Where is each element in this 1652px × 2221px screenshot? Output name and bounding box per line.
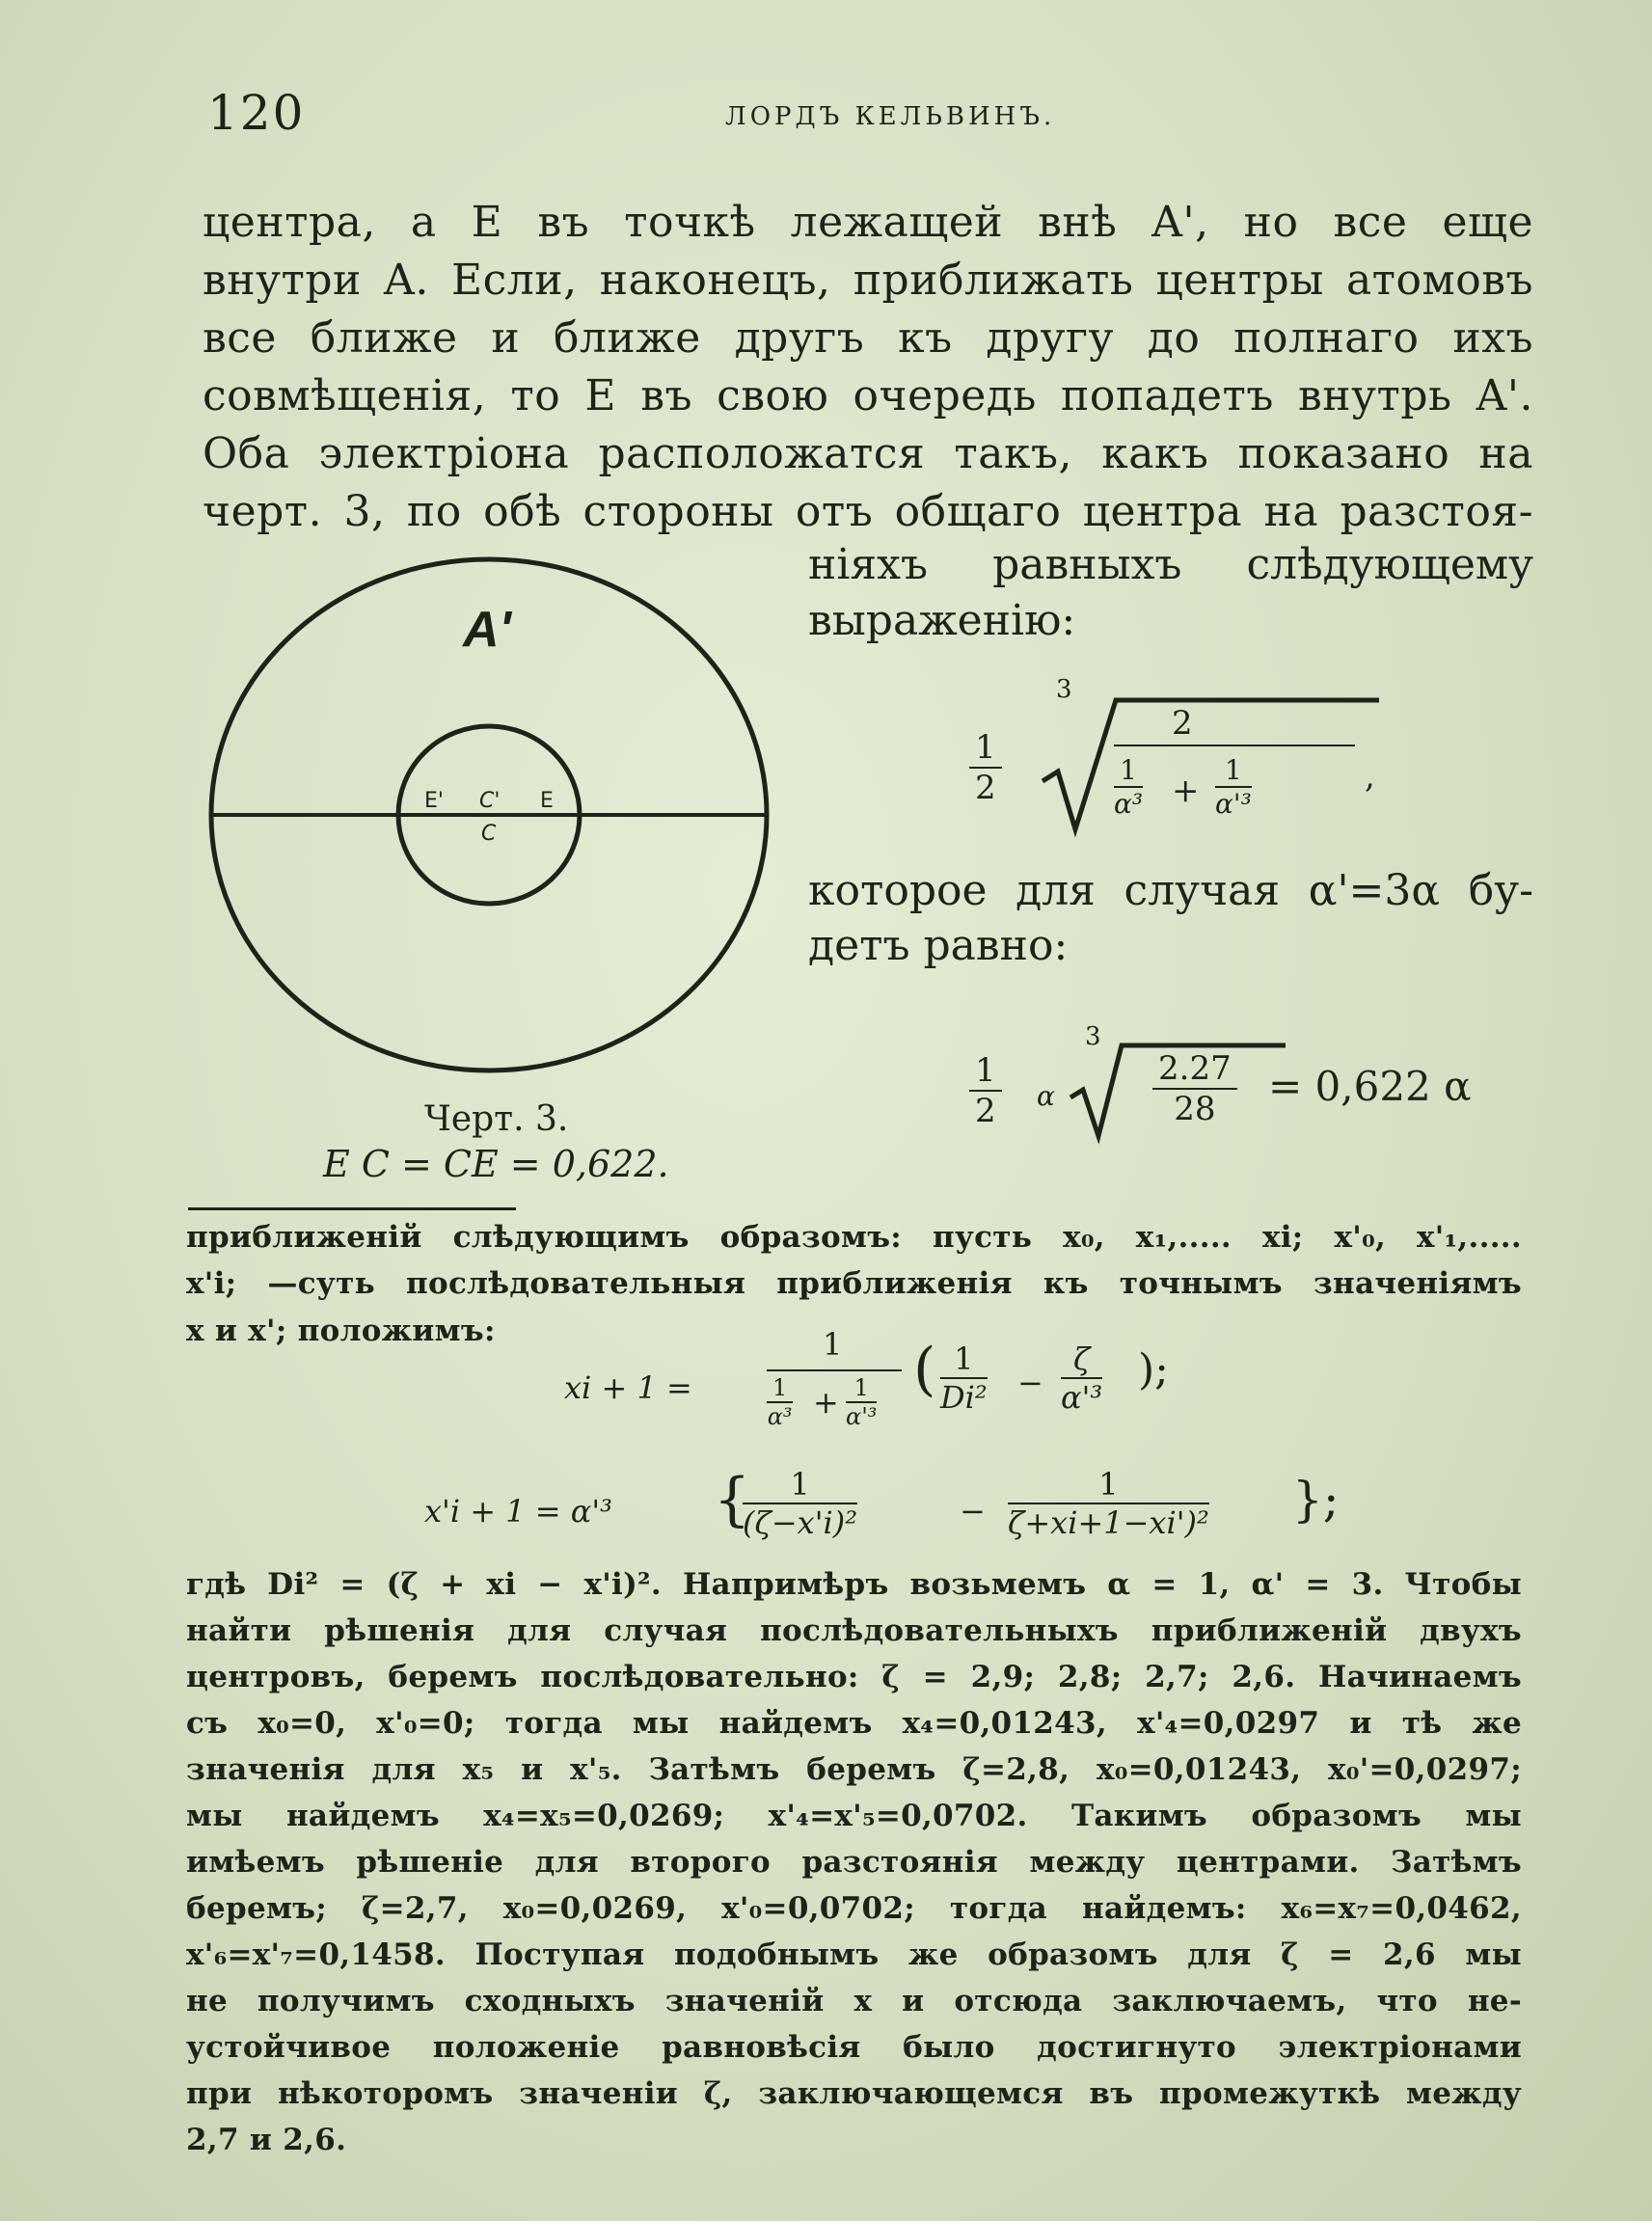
ff1-z-den: α'³ bbox=[1061, 1379, 1103, 1416]
body-line: все ближе и ближе другъ къ другу до полнаго ихъ bbox=[203, 313, 1533, 363]
fraction-bar bbox=[1114, 745, 1355, 746]
ff1-tail: ); bbox=[1138, 1345, 1169, 1395]
ff1-t1-den: α³ bbox=[767, 1403, 793, 1430]
footnote-line: гдѣ Di² = (ζ + xi − x'i)². Напримѣръ возьмемъ α = 1, α' = 3. Чтобы bbox=[186, 1567, 1522, 1602]
label-e: E bbox=[540, 789, 554, 813]
formula-num: 1 bbox=[969, 728, 1002, 769]
label-c: C bbox=[481, 822, 497, 846]
figure-caption: Черт. 3. bbox=[424, 1099, 569, 1139]
radical-sign-icon bbox=[1037, 694, 1384, 839]
footnote-line: мы найдемъ x₄=x₅=0,0269; x'₄=x'₅=0,0702. Такимъ образомъ мы bbox=[186, 1799, 1522, 1833]
plus-sign: + bbox=[1172, 772, 1200, 810]
label-e-prime: E' bbox=[424, 789, 444, 813]
formula-result bbox=[969, 1022, 1509, 1138]
footnote-line: съ x₀=0, x'₀=0; тогда мы найдемъ x₄=0,01243, x'₄=0,0297 и тѣ же bbox=[186, 1706, 1522, 1741]
footnote-line: центровъ, беремъ послѣдовательно: ζ = 2,9; 2,8; 2,7; 2,6. Начинаемъ bbox=[186, 1660, 1522, 1694]
footnote-separator bbox=[188, 1207, 516, 1210]
f2-coef-num: 1 bbox=[969, 1051, 1002, 1092]
body-line: детъ равно: bbox=[808, 921, 1069, 970]
figure-diagram bbox=[207, 555, 786, 1095]
footnote-line: найти рѣшенія для случая послѣдовательныхъ приближеній двухъ bbox=[186, 1613, 1522, 1648]
t1-den: α³ bbox=[1114, 788, 1144, 820]
footnote-formula-1 bbox=[564, 1326, 1239, 1451]
body-line: черт. 3, по обѣ стороны отъ общаго центра на разстоя- bbox=[203, 487, 1533, 536]
t1-num: 1 bbox=[1114, 754, 1143, 788]
ff1-main-num: 1 bbox=[823, 1326, 843, 1363]
page-number: 120 bbox=[207, 85, 306, 141]
t2-den: α'³ bbox=[1215, 788, 1252, 820]
ff2-b-num: 1 bbox=[1008, 1466, 1209, 1504]
footnote-line: приближеній слѣдующимъ образомъ: пусть x₀, x₁,..... xi; x'₀, x'₁,..... bbox=[186, 1220, 1522, 1255]
body-line: совмѣщенія, то E въ свою очередь попадетъ внутрь A'. bbox=[203, 371, 1533, 420]
formula-result-value: = 0,622 α bbox=[1268, 1063, 1472, 1110]
formula-comma: , bbox=[1365, 757, 1375, 796]
ff1-minus: − bbox=[1017, 1365, 1043, 1401]
ff2-lhs: x'i + 1 = α'³ bbox=[424, 1493, 612, 1530]
root-index: 3 bbox=[1056, 675, 1072, 704]
running-title: ЛОРДЪ КЕЛЬВИНЪ. bbox=[725, 102, 1056, 131]
root-index-2: 3 bbox=[1085, 1022, 1101, 1051]
f2-num: 2.27 bbox=[1152, 1049, 1237, 1090]
f2-coef-den: 2 bbox=[975, 1092, 996, 1130]
figure-caption-formula: E C = CE = 0,622. bbox=[323, 1143, 669, 1185]
alpha-symbol: α bbox=[1037, 1080, 1055, 1112]
t2-num: 1 bbox=[1215, 754, 1252, 788]
footnote-line: x и x'; положимъ: bbox=[186, 1314, 496, 1348]
f2-den: 28 bbox=[1174, 1090, 1216, 1128]
footnote-line: не получимъ сходныхъ значеній x и отсюда заключаемъ, что не- bbox=[186, 1984, 1522, 2018]
body-line: которое для случая α'=3α бу- bbox=[808, 866, 1533, 915]
ff1-t2-num: 1 bbox=[846, 1374, 877, 1403]
ff2-tail: }; bbox=[1292, 1472, 1340, 1528]
formula-den: 2 bbox=[975, 769, 996, 807]
footnote-line: имѣемъ рѣшеніе для второго разстоянія между центрами. Затѣмъ bbox=[186, 1845, 1522, 1880]
footnote-line: устойчивое положеніе равновѣсія было достигнуто электріонами bbox=[186, 2030, 1522, 2065]
ff1-t1-num: 1 bbox=[767, 1374, 793, 1403]
brace-open: { bbox=[714, 1466, 751, 1533]
body-line: ніяхъ равныхъ слѣдующему bbox=[808, 540, 1533, 589]
footnote-formula-2 bbox=[424, 1456, 1341, 1562]
ff1-lhs: xi + 1 = bbox=[564, 1369, 692, 1406]
footnote-line: при нѣкоторомъ значеніи ζ, заключающемся въ промежуткѣ между bbox=[186, 2076, 1522, 2111]
ff1-plus: + bbox=[813, 1384, 839, 1421]
formula-inner-num: 2 bbox=[1172, 704, 1193, 743]
body-line: центра, а E въ точкѣ лежащей внѣ A', но все еще bbox=[203, 198, 1533, 247]
footnote-line: x'i; —суть послѣдовательныя приближенія къ точнымъ значеніямъ bbox=[186, 1266, 1522, 1301]
ff2-a-num: 1 bbox=[743, 1466, 857, 1504]
body-line: выраженію: bbox=[808, 596, 1076, 645]
label-a-prime: A' bbox=[463, 602, 511, 658]
ff1-z-num: ζ bbox=[1061, 1341, 1102, 1379]
body-line: внутри A. Если, наконецъ, приближать центры атомовъ bbox=[203, 256, 1533, 305]
ff1-p-num: 1 bbox=[940, 1341, 988, 1379]
label-c-prime: C' bbox=[479, 789, 501, 813]
ff2-a-den: (ζ−x'i)² bbox=[743, 1504, 858, 1541]
ff1-p-den: Di² bbox=[940, 1379, 988, 1416]
ff1-t2-den: α'³ bbox=[846, 1403, 878, 1430]
fraction-bar bbox=[767, 1369, 902, 1371]
footnote-line: x'₆=x'₇=0,1458. Поступая подобнымъ же образомъ для ζ = 2,6 мы bbox=[186, 1937, 1522, 1972]
formula-cube-root bbox=[969, 675, 1403, 849]
body-line: Оба электріона расположатся такъ, какъ показано на bbox=[203, 429, 1533, 478]
footnote-line: беремъ; ζ=2,7, x₀=0,0269, x'₀=0,0702; тогда найдемъ: x₆=x₇=0,0462, bbox=[186, 1891, 1522, 1926]
ff2-minus: − bbox=[960, 1493, 986, 1530]
footnote-line: значенія для x₅ и x'₅. Затѣмъ беремъ ζ=2,8, x₀=0,01243, x₀'=0,0297; bbox=[186, 1752, 1522, 1787]
footnote-line: 2,7 и 2,6. bbox=[186, 2123, 347, 2157]
paren-open: ( bbox=[913, 1336, 936, 1403]
ff2-b-den: ζ+xi+1−xi')² bbox=[1008, 1504, 1209, 1541]
